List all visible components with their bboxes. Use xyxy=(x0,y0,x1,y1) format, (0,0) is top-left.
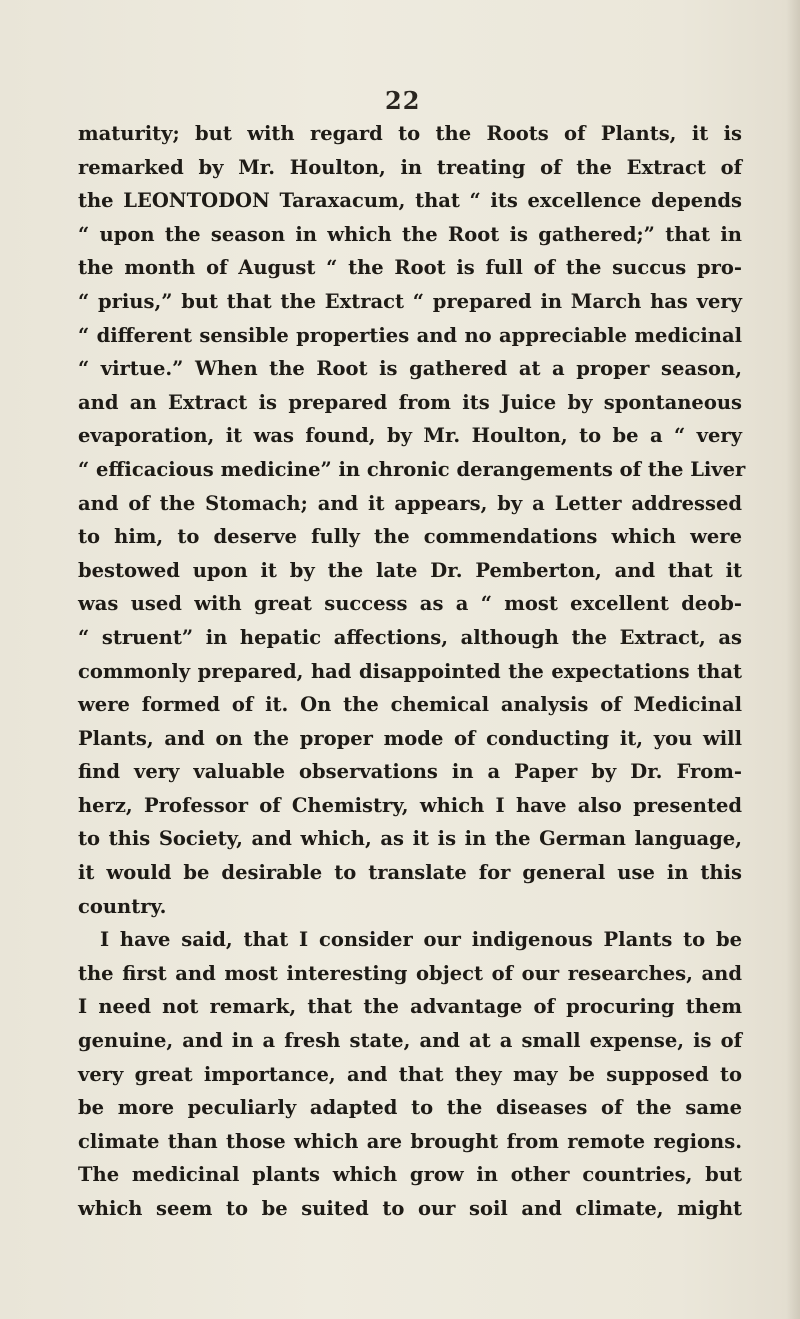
text-line: very great importance, and that they may be supposed to xyxy=(78,1062,742,1086)
text-line: “ prius,” but that the Extract “ prepared in March has very xyxy=(78,289,742,313)
text-line: which seem to be suited to our soil and climate, might xyxy=(78,1197,742,1220)
text-line: remarked by Mr. Houlton, in treating of the Extract of xyxy=(78,155,742,179)
text-line: and an Extract is prepared from its Juice by spontaneous xyxy=(78,390,742,414)
text-line: the month of August “ the Root is full of the succus pro- xyxy=(78,256,742,280)
text-line: to him, to deserve fully the commendations which were xyxy=(78,525,742,549)
text-line: herz, Professor of Chemistry, which I have also presented xyxy=(78,793,742,817)
text-line: were formed of it. On the chemical analysis of Medicinal xyxy=(78,693,742,717)
text-line: evaporation, it was found, by Mr. Houlton, to be a “ very xyxy=(78,424,742,448)
text-line: I have said, that I consider our indigenous Plants to be xyxy=(100,928,742,952)
text-line: commonly prepared, had disappointed the expectations that xyxy=(78,659,742,683)
text-line: be more peculiarly adapted to the diseases of the same xyxy=(78,1096,742,1120)
text-line: Plants, and on the proper mode of conducting it, you will xyxy=(78,726,742,750)
text-line: “ virtue.” When the Root is gathered at a proper season, xyxy=(78,357,742,381)
text-line: bestowed upon it by the late Dr. Pemberton, and that it xyxy=(78,558,742,582)
body-text xyxy=(78,117,746,1226)
text-line: “ upon the season in which the Root is gathered;” that in xyxy=(78,222,742,246)
text-line: The medicinal plants which grow in other countries, but xyxy=(78,1163,742,1187)
text-line: “ efficacious medicine” in chronic derangements of the Liver xyxy=(78,457,746,481)
page-edge-shadow xyxy=(786,0,800,1319)
text-line: to this Society, and which, as it is in the German language, xyxy=(78,827,742,851)
text-line: I need not remark, that the advantage of procuring them xyxy=(78,995,742,1019)
text-line: and of the Stomach; and it appears, by a Letter addressed xyxy=(78,491,742,515)
text-line: genuine, and in a fresh state, and at a small expense, is of xyxy=(78,1029,742,1053)
text-line: the first and most interesting object of our researches, and xyxy=(78,961,742,985)
page-number: 22 xyxy=(385,86,421,115)
text-line: find very valuable observations in a Paper by Dr. From- xyxy=(78,760,742,784)
text-line: climate than those which are brought from remote regions. xyxy=(78,1129,742,1153)
text-line: the LEONTODON Taraxacum, that “ its excellence depends xyxy=(78,189,742,213)
text-line: country. xyxy=(78,894,167,918)
text-line: “ struent” in hepatic affections, although the Extract, as xyxy=(78,625,742,649)
text-line: maturity; but with regard to the Roots of Plants, it is xyxy=(78,122,742,145)
text-line: was used with great success as a “ most excellent deob- xyxy=(78,592,742,616)
text-line: “ different sensible properties and no appreciable medicinal xyxy=(78,323,742,347)
text-line: it would be desirable to translate for general use in this xyxy=(78,861,742,885)
